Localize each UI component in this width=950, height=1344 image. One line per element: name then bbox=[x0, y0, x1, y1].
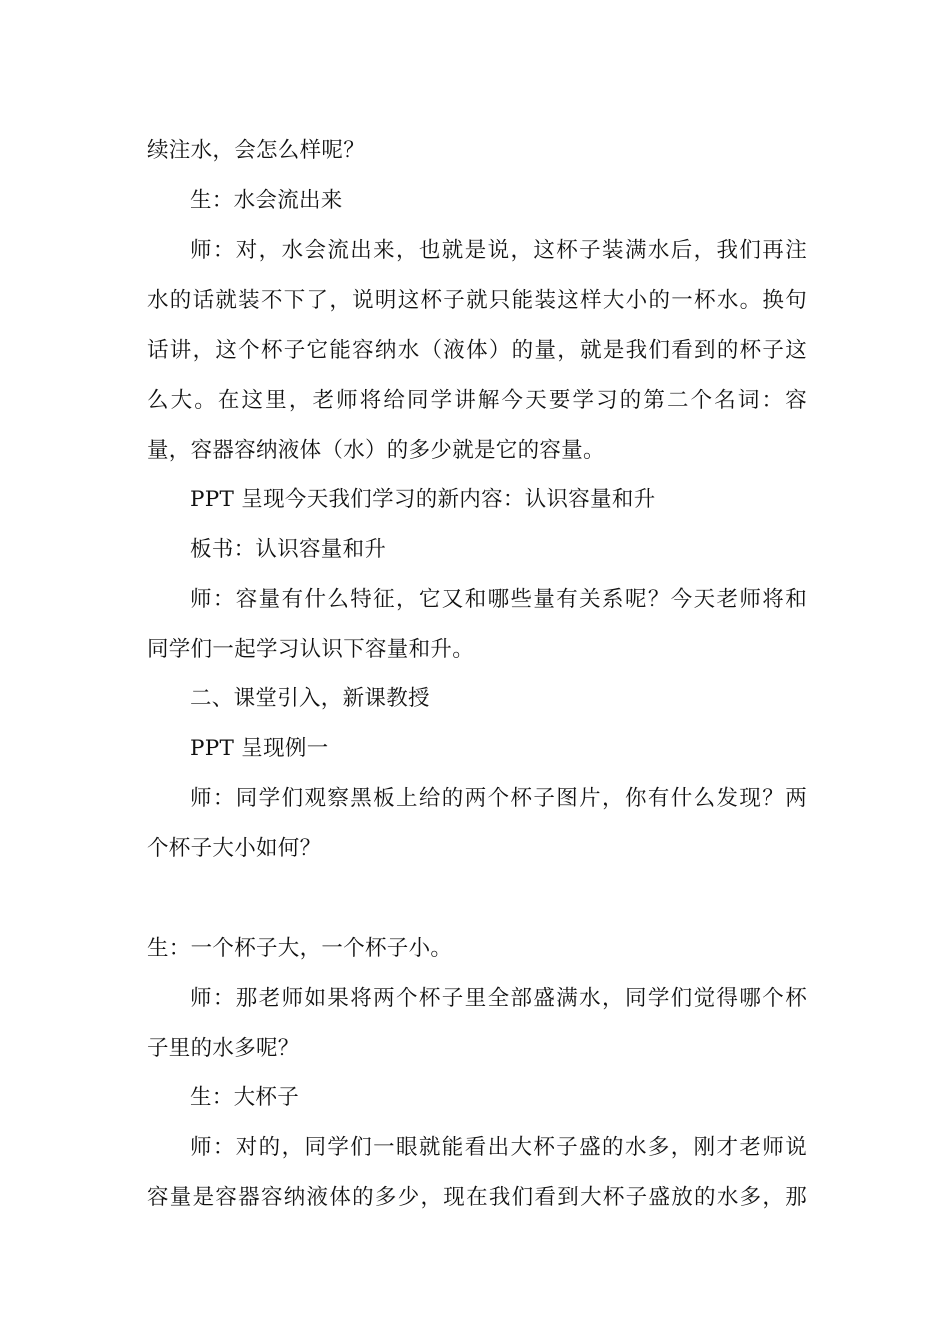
text-line: PPT 呈现今天我们学习的新内容：认识容量和升 bbox=[190, 487, 656, 512]
text-line: 生：水会流出来 bbox=[190, 188, 343, 213]
text-line: 师：同学们观察黑板上给的两个杯子图片，你有什么发现？两 bbox=[190, 786, 807, 811]
text-line: 生：大杯子 bbox=[190, 1085, 300, 1110]
text-line: 同学们一起学习认识下容量和升。 bbox=[147, 637, 475, 662]
text-line: 子里的水多呢？ bbox=[147, 1036, 300, 1061]
text-line: 二、课堂引入，新课教授 bbox=[190, 686, 430, 711]
text-line: 水的话就装不下了，说明这杯子就只能装这样大小的一杯水。换句 bbox=[147, 288, 807, 313]
text-line: 生：一个杯子大，一个杯子小。 bbox=[147, 936, 453, 961]
text-line: PPT 呈现例一 bbox=[190, 736, 329, 761]
text-line: 师：对，水会流出来，也就是说，这杯子装满水后，我们再注 bbox=[190, 238, 807, 263]
text-line: 量，容器容纳液体（水）的多少就是它的容量。 bbox=[147, 438, 605, 463]
text-line: 师：那老师如果将两个杯子里全部盛满水，同学们觉得哪个杯 bbox=[190, 986, 807, 1011]
text-line: 续注水，会怎么样呢？ bbox=[147, 138, 366, 163]
text-line: 容量是容器容纳液体的多少，现在我们看到大杯子盛放的水多，那 bbox=[147, 1185, 807, 1210]
text-line: 板书：认识容量和升 bbox=[190, 537, 387, 562]
text-line: 师：容量有什么特征，它又和哪些量有关系呢？今天老师将和 bbox=[190, 587, 807, 612]
text-line: 个杯子大小如何？ bbox=[147, 836, 322, 861]
text-line: 么大。在这里，老师将给同学讲解今天要学习的第二个名词：容 bbox=[147, 388, 807, 413]
text-line: 师：对的，同学们一眼就能看出大杯子盛的水多，刚才老师说 bbox=[190, 1135, 807, 1160]
text-line: 话讲，这个杯子它能容纳水（液体）的量，就是我们看到的杯子这 bbox=[147, 338, 807, 363]
